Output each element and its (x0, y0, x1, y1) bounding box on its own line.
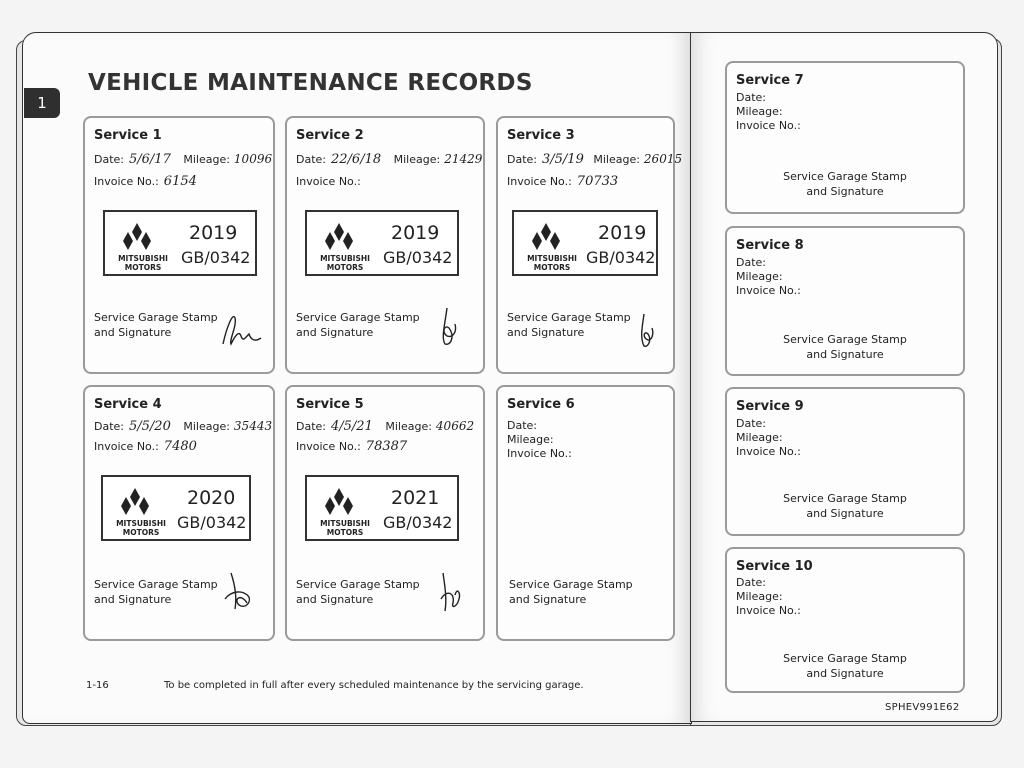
mileage-label: Mileage: (736, 105, 783, 118)
stamp-code: GB/0342 (383, 248, 453, 267)
mileage-label: Mileage: (183, 153, 230, 166)
service-6-box (496, 385, 675, 641)
service-title: Service 7 (736, 73, 804, 88)
stamp-code: GB/0342 (586, 248, 656, 267)
mileage-value: 21429 (444, 152, 483, 166)
stamp-year: 2019 (598, 222, 647, 244)
invoice-label: Invoice No.: (296, 440, 361, 453)
stamp-signature-label: Service Garage Stamp and Signature (783, 492, 907, 520)
service-title: Service 2 (296, 128, 364, 143)
stamp-brand: MITSUBISHI MOTORS (320, 519, 370, 537)
invoice-label: Invoice No.: (736, 284, 801, 297)
stamp-brand: MITSUBISHI MOTORS (116, 519, 166, 537)
service-10-box (725, 547, 965, 693)
page-number: 1-16 (86, 680, 109, 691)
stamp-signature-label: Service Garage Stamp and Signature (783, 170, 907, 198)
page-tab: 1 (24, 88, 60, 118)
invoice-value: 70733 (576, 174, 619, 189)
invoice-label: Invoice No.: (296, 175, 361, 188)
stamp-signature-label: Service Garage Stamp and Signature (94, 578, 218, 606)
date-label: Date: (94, 153, 124, 166)
stamp-signature-label: Service Garage Stamp and Signature (783, 652, 907, 680)
date-label: Date: (507, 153, 537, 166)
service-title: Service 1 (94, 128, 162, 143)
stamp-year: 2019 (189, 222, 238, 244)
service-title: Service 8 (736, 238, 804, 253)
stamp-brand: MITSUBISHI MOTORS (320, 254, 370, 272)
signature-icon (431, 569, 481, 615)
footer-note: To be completed in full after every scheduled maintenance by the servicing garage. (164, 680, 584, 691)
invoice-label: Invoice No.: (507, 447, 572, 460)
invoice-label: Invoice No.: (736, 119, 801, 132)
service-1-box (83, 116, 275, 374)
document-code: SPHEV991E62 (885, 702, 960, 713)
date-label: Date: (94, 420, 124, 433)
page-title: VEHICLE MAINTENANCE RECORDS (88, 70, 533, 96)
service-3-box (496, 116, 683, 374)
service-9-box (725, 387, 965, 536)
service-8-box (725, 226, 965, 376)
stamp-signature-label: Service Garage Stamp and Signature (783, 333, 907, 361)
mileage-label: Mileage: (507, 433, 554, 446)
date-value: 3/5/19 (542, 152, 584, 167)
invoice-label: Invoice No.: (94, 440, 159, 453)
date-label: Date: (296, 153, 326, 166)
date-value: 4/5/21 (331, 419, 373, 434)
date-value: 5/5/20 (129, 419, 171, 434)
service-title: Service 4 (94, 397, 162, 412)
mileage-value: 10096 (233, 152, 273, 166)
mileage-label: Mileage: (385, 420, 432, 433)
service-5-box (285, 385, 485, 641)
service-title: Service 3 (507, 128, 575, 143)
stamp-brand: MITSUBISHI MOTORS (118, 254, 168, 272)
stamp-code: GB/0342 (181, 248, 251, 267)
date-label: Date: (736, 576, 766, 589)
stamp-year: 2020 (187, 487, 236, 509)
service-title: Service 5 (296, 397, 364, 412)
date-value: 5/6/17 (129, 152, 171, 167)
stamp-code: GB/0342 (177, 513, 247, 532)
mileage-label: Mileage: (736, 431, 783, 444)
mitsubishi-logo-icon (321, 487, 357, 517)
stamp-signature-label: Service Garage Stamp and Signature (296, 311, 420, 339)
garage-stamp (103, 210, 257, 276)
mitsubishi-logo-icon (117, 487, 153, 517)
invoice-value: 6154 (163, 174, 197, 189)
invoice-label: Invoice No.: (94, 175, 159, 188)
garage-stamp (101, 475, 251, 541)
service-title: Service 10 (736, 559, 813, 574)
invoice-value: 7480 (163, 439, 197, 454)
date-label: Date: (507, 419, 537, 432)
invoice-label: Invoice No.: (736, 604, 801, 617)
signature-icon (626, 308, 676, 354)
mileage-label: Mileage: (736, 270, 783, 283)
stamp-year: 2019 (391, 222, 440, 244)
stamp-signature-label: Service Garage Stamp and Signature (507, 311, 631, 339)
garage-stamp (512, 210, 658, 276)
garage-stamp (305, 475, 459, 541)
stamp-signature-label: Service Garage Stamp and Signature (296, 578, 420, 606)
stamp-signature-label: Service Garage Stamp and Signature (509, 578, 633, 606)
date-value: 22/6/18 (331, 152, 382, 167)
stamp-signature-label: Service Garage Stamp and Signature (94, 311, 218, 339)
service-title: Service 9 (736, 399, 804, 414)
mileage-label: Mileage: (736, 590, 783, 603)
invoice-label: Invoice No.: (736, 445, 801, 458)
date-label: Date: (736, 91, 766, 104)
signature-icon (217, 569, 267, 615)
invoice-value: 78387 (365, 439, 408, 454)
invoice-label: Invoice No.: (507, 175, 572, 188)
garage-stamp (305, 210, 459, 276)
stamp-code: GB/0342 (383, 513, 453, 532)
mitsubishi-logo-icon (528, 222, 564, 252)
mileage-value: 26015 (643, 152, 683, 166)
service-2-box (285, 116, 485, 374)
signature-icon (217, 308, 267, 354)
service-4-box (83, 385, 275, 641)
date-label: Date: (736, 417, 766, 430)
stamp-brand: MITSUBISHI MOTORS (527, 254, 577, 272)
service-7-box (725, 61, 965, 214)
signature-icon (427, 304, 477, 350)
mileage-label: Mileage: (593, 153, 640, 166)
date-label: Date: (296, 420, 326, 433)
mileage-label: Mileage: (183, 420, 230, 433)
service-title: Service 6 (507, 397, 575, 412)
mitsubishi-logo-icon (321, 222, 357, 252)
mileage-value: 40662 (435, 419, 475, 433)
mileage-label: Mileage: (393, 153, 441, 166)
mileage-value: 35443 (233, 419, 273, 433)
date-label: Date: (736, 256, 766, 269)
mitsubishi-logo-icon (119, 222, 155, 252)
stamp-year: 2021 (391, 487, 440, 509)
